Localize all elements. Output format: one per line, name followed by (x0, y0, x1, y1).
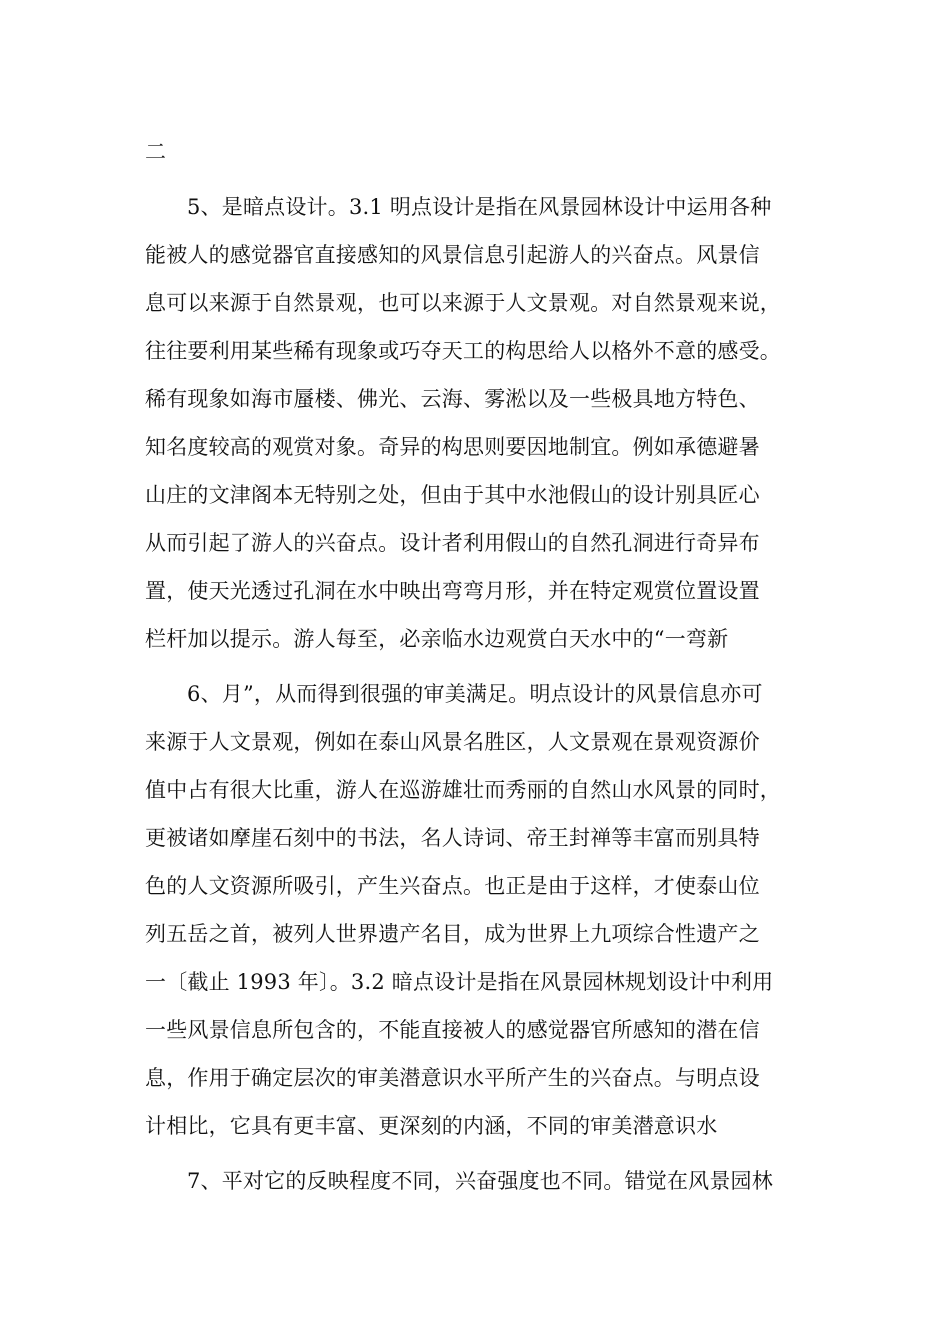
document-line: 稀有现象如海市蜃楼、佛光、云海、雾淞以及一些极具地方特色、 (145, 387, 760, 411)
document-line: 色的人文资源所吸引，产生兴奋点。也正是由于这样，才使泰山位 (145, 874, 760, 898)
document-line: 计相比，它具有更丰富、更深刻的内涵，不同的审美潜意识水 (145, 1114, 718, 1138)
document-line: 一些风景信息所包含的，不能直接被人的感觉器官所感知的潜在信 (145, 1018, 760, 1042)
document-line: 山庄的文津阁本无特别之处，但由于其中水池假山的设计别具匠心 (145, 483, 760, 507)
document-line: 从而引起了游人的兴奋点。设计者利用假山的自然孔洞进行奇异布 (145, 531, 760, 555)
document-line: 来源于人文景观，例如在泰山风景名胜区，人文景观在景观资源价 (145, 730, 760, 754)
document-line: 息可以来源于自然景观，也可以来源于人文景观。对自然景观来说， (145, 291, 781, 315)
document-line: 6、月”，从而得到很强的审美满足。明点设计的风景信息亦可 (187, 682, 763, 706)
document-line: 7、平对它的反映程度不同，兴奋强度也不同。错觉在风景园林 (187, 1169, 773, 1193)
document-line: 二 (145, 140, 167, 164)
document-line: 5、是暗点设计。3.1 明点设计是指在风景园林设计中运用各种 (187, 195, 772, 219)
document-line: 更被诸如摩崖石刻中的书法，名人诗词、帝王封禅等丰富而别具特 (145, 826, 760, 850)
document-line: 知名度较高的观赏对象。奇异的构思则要因地制宜。例如承德避暑 (145, 435, 760, 459)
document-line: 栏杆加以提示。游人每至，必亲临水边观赏白天水中的“一弯新 (145, 627, 729, 651)
document-line: 列五岳之首，被列人世界遗产名目，成为世界上九项综合性遗产之 (145, 922, 760, 946)
document-line: 置，使天光透过孔洞在水中映出弯弯月形，并在特定观赏位置设置 (145, 579, 760, 603)
document-line: 息，作用于确定层次的审美潜意识水平所产生的兴奋点。与明点设 (145, 1066, 760, 1090)
document-line: 往往要利用某些稀有现象或巧夺天工的构思给人以格外不意的感受。 (145, 339, 781, 363)
document-line: 能被人的感觉器官直接感知的风景信息引起游人的兴奋点。风景信 (145, 243, 760, 267)
document-body (145, 128, 805, 1205)
document-line: 一〔截止 1993 年〕。3.2 暗点设计是指在风景园林规划设计中利用 (145, 970, 774, 994)
document-line: 值中占有很大比重，游人在巡游雄壮而秀丽的自然山水风景的同时， (145, 778, 781, 802)
